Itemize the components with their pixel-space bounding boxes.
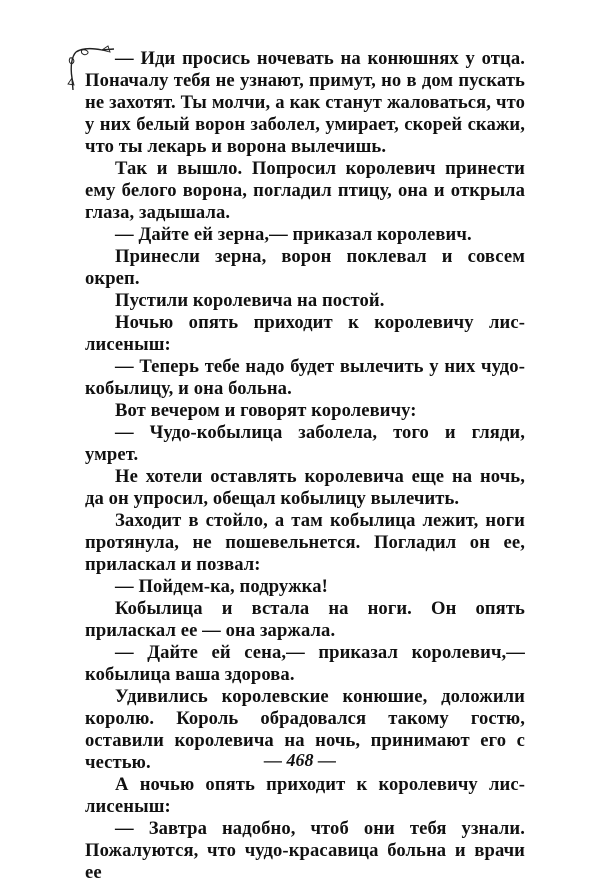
paragraph: Вот вечером и говорят королевичу: bbox=[115, 400, 417, 421]
paragraph: Ночью опять приходит к королевичу лис-лисеныш: bbox=[85, 312, 525, 355]
paragraph: — Дайте ей зерна,— приказал королевич. bbox=[115, 224, 472, 245]
paragraph: Удивились королевские конюшие, доложили королю. Король обрадовался такому гостю, оставили королевича на ночь, принимают его с честью. bbox=[85, 686, 525, 773]
paragraph: — Пойдем-ка, подружка! bbox=[115, 576, 328, 597]
paragraph: Кобылица и встала на ноги. Он опять приласкал ее — она заржала. bbox=[85, 598, 525, 641]
paragraph: Заходит в стойло, а там кобылица лежит, ноги протянула, не пошевельнется. Погладил он ее, приласкал и позвал: bbox=[85, 510, 525, 575]
paragraph: Пустили королевича на постой. bbox=[115, 290, 385, 311]
paragraph: — Дайте ей сена,— приказал королевич,— кобылица ваша здорова. bbox=[85, 642, 525, 685]
page-number: — 468 — bbox=[264, 750, 336, 770]
paragraph: Так и вышло. Попросил королевич принести ему белого ворона, погладил птицу, она и открыла глаза, задышала. bbox=[85, 158, 525, 223]
paragraph: — Теперь тебе надо будет вылечить у них чудо-кобылицу, и она больна. bbox=[85, 356, 525, 399]
paragraph: — Завтра надобно, чтоб они тебя узнали. Пожалуются, что чудо-красавица больна и врачи ее bbox=[85, 818, 525, 883]
paragraph: Принесли зерна, ворон поклевал и совсем окреп. bbox=[85, 246, 525, 289]
paragraph: — Иди просись ночевать на конюшнях у отца. Поначалу тебя не узнают, примут, но в дом пускать не захотят. Ты молчи, а как станут жаловаться, что у них белый ворон заболел, умирает, скорей скажи, что ты лекарь и ворона вылечишь. bbox=[85, 48, 525, 157]
paragraph: — Чудо-кобылица заболела, того и гляди, умрет. bbox=[85, 422, 525, 465]
paragraph: А ночью опять приходит к королевичу лис-лисеныш: bbox=[85, 774, 525, 817]
paragraph: Не хотели оставлять королевича еще на ночь, да он упросил, обещал кобылицу вылечить. bbox=[85, 466, 525, 509]
